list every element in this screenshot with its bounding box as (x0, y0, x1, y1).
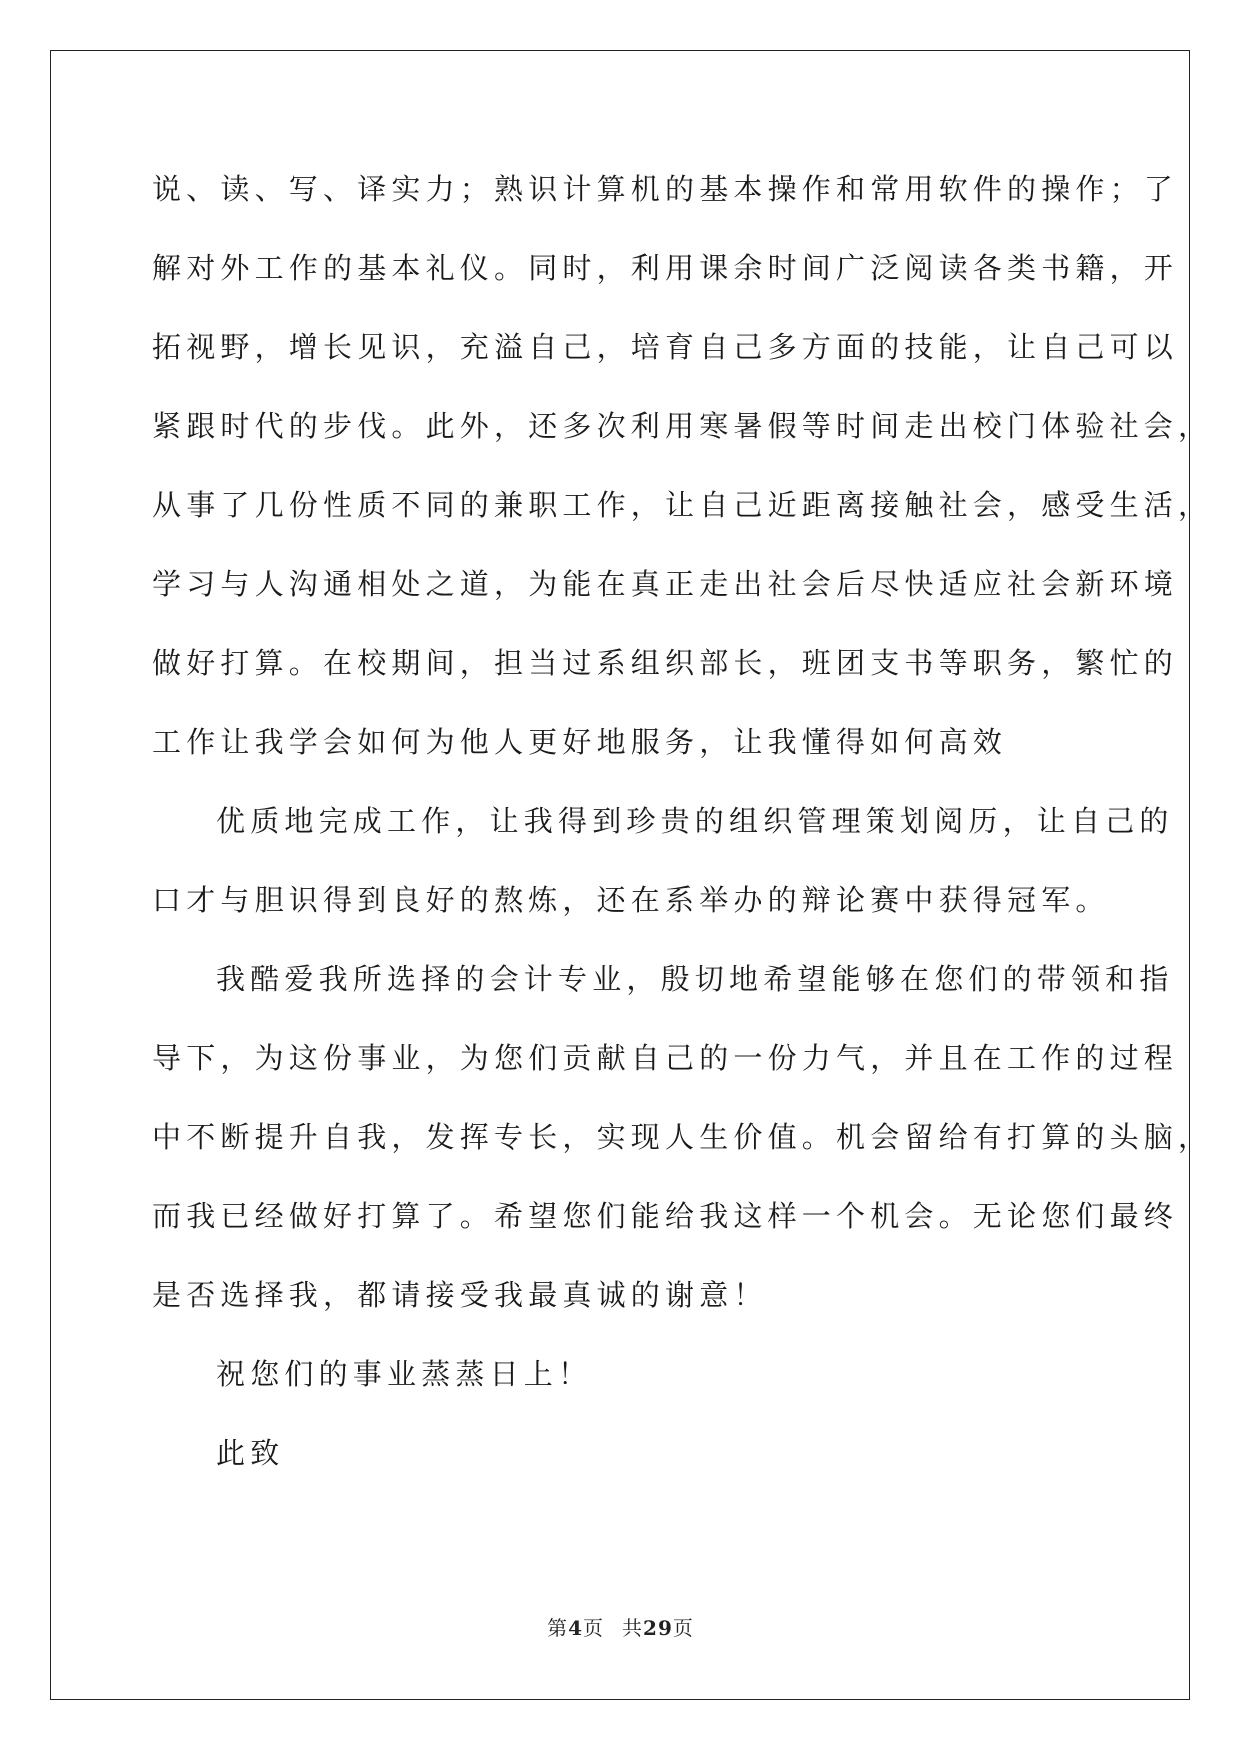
paragraph-start-line: 我酷爱我所选择的会计专业，殷切地希望能够在您们的带领和指 (216, 962, 1174, 996)
text-line: 紧跟时代的步伐。此外，还多次利用寒暑假等时间走出校门体验社会， (152, 409, 1213, 443)
text-line: 工作让我学会如何为他人更好地服务，让我懂得如何高效 (152, 725, 1008, 759)
text-line: 中不断提升自我，发挥专长，实现人生价值。机会留给有打算的头脑， (152, 1120, 1213, 1154)
text-line: 说、读、写、译实力；熟识计算机的基本操作和常用软件的操作；了 (152, 172, 1179, 206)
closing-wish-line: 祝您们的事业蒸蒸日上！ (216, 1357, 593, 1391)
text-line: 从事了几份性质不同的兼职工作，让自己近距离接触社会，感受生活， (152, 488, 1213, 522)
text-line: 解对外工作的基本礼仪。同时，利用课余时间广泛阅读各类书籍，开 (152, 251, 1179, 285)
text-line: 而我已经做好打算了。希望您们能给我这样一个机会。无论您们最终 (152, 1199, 1179, 1233)
total-prefix: 共 (622, 1616, 644, 1640)
page-prefix: 第 (547, 1616, 569, 1640)
text-line: 口才与胆识得到良好的熬炼，还在系举办的辩论赛中获得冠军。 (152, 883, 1110, 917)
salutation-line: 此致 (216, 1436, 285, 1470)
text-line: 导下，为这份事业，为您们贡献自己的一份力气，并且在工作的过程 (152, 1041, 1179, 1075)
text-line: 学习与人沟通相处之道，为能在真正走出社会后尽快适应社会新环境 (152, 567, 1179, 601)
text-line: 拓视野，增长见识，充溢自己，培育自己多方面的技能，让自己可以 (152, 330, 1179, 364)
page-suffix: 页 (583, 1616, 605, 1640)
text-line: 做好打算。在校期间，担当过系组织部长，班团支书等职务，繁忙的 (152, 646, 1179, 680)
page-footer (0, 1612, 1241, 1641)
letter-body (152, 150, 1213, 1493)
paragraph-start-line: 优质地完成工作，让我得到珍贵的组织管理策划阅历，让自己的 (216, 804, 1174, 838)
total-pages: 29 (643, 1616, 673, 1640)
page-number: 4 (568, 1616, 584, 1640)
text-line: 是否选择我，都请接受我最真诚的谢意！ (152, 1278, 768, 1312)
total-suffix: 页 (672, 1616, 694, 1640)
